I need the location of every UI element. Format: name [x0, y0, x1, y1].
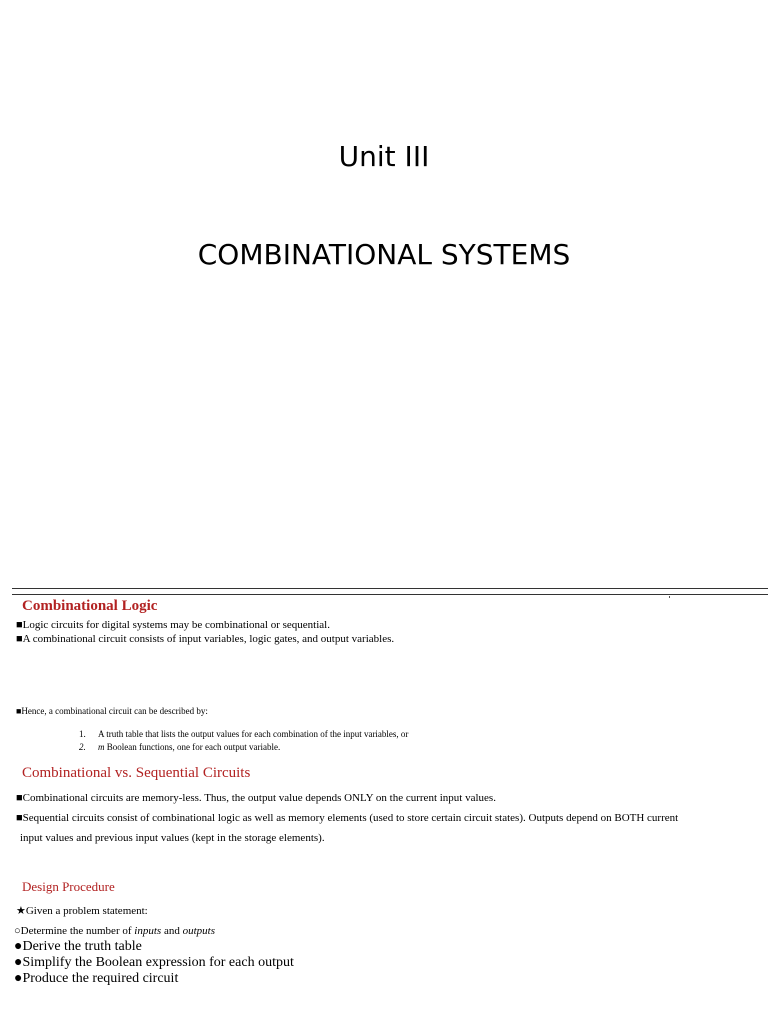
- bullet-text: ■A combinational circuit consists of input variables, logic gates, and output variables.: [16, 633, 395, 645]
- section-title-design-procedure: Design Procedure: [22, 879, 115, 894]
- variable-m: m: [98, 742, 105, 752]
- list-number: 2.: [79, 742, 86, 752]
- unit-title: Unit III: [338, 140, 430, 173]
- slide-heading: COMBINATIONAL SYSTEMS: [197, 238, 571, 271]
- bullet-text: ■Sequential circuits consist of combinational logic as well as memory elements (used to store certain circuit states). Outputs depend on BOTH current: [16, 812, 679, 824]
- section-title-combinational-logic: Combinational Logic: [22, 598, 158, 614]
- list-number: 1.: [79, 729, 86, 739]
- section-title-comb-vs-seq: Combinational vs. Sequential Circuits: [22, 765, 251, 781]
- determine-inputs: inputs: [134, 925, 162, 937]
- list-item-text: A truth table that lists the output values for each combination of the input variables, or: [98, 729, 409, 739]
- step-item: ●Produce the required circuit: [14, 971, 179, 986]
- given-text: ★Given a problem statement:: [16, 905, 148, 917]
- step-item: ●Derive the truth table: [14, 939, 142, 954]
- determine-and: and: [161, 925, 183, 937]
- list-item-rest: Boolean functions, one for each output variable.: [104, 742, 281, 752]
- divider-line: [12, 588, 768, 589]
- hence-text: ■Hence, a combinational circuit can be described by:: [16, 706, 208, 716]
- continuation-text: input values and previous input values (kept in the storage elements).: [20, 832, 325, 844]
- bullet-text: ■Logic circuits for digital systems may be combinational or sequential.: [16, 619, 330, 631]
- divider-line: [12, 594, 768, 595]
- step-item: ●Simplify the Boolean expression for each output: [14, 955, 294, 970]
- determine-prefix: ○Determine the number of: [14, 925, 135, 937]
- determine-text: [14, 925, 215, 937]
- bullet-text: ■Combinational circuits are memory-less. Thus, the output value depends ONLY on the current input values.: [16, 792, 496, 804]
- divider-tick: [669, 596, 670, 598]
- list-item-text: [98, 742, 280, 752]
- determine-outputs: outputs: [182, 925, 215, 937]
